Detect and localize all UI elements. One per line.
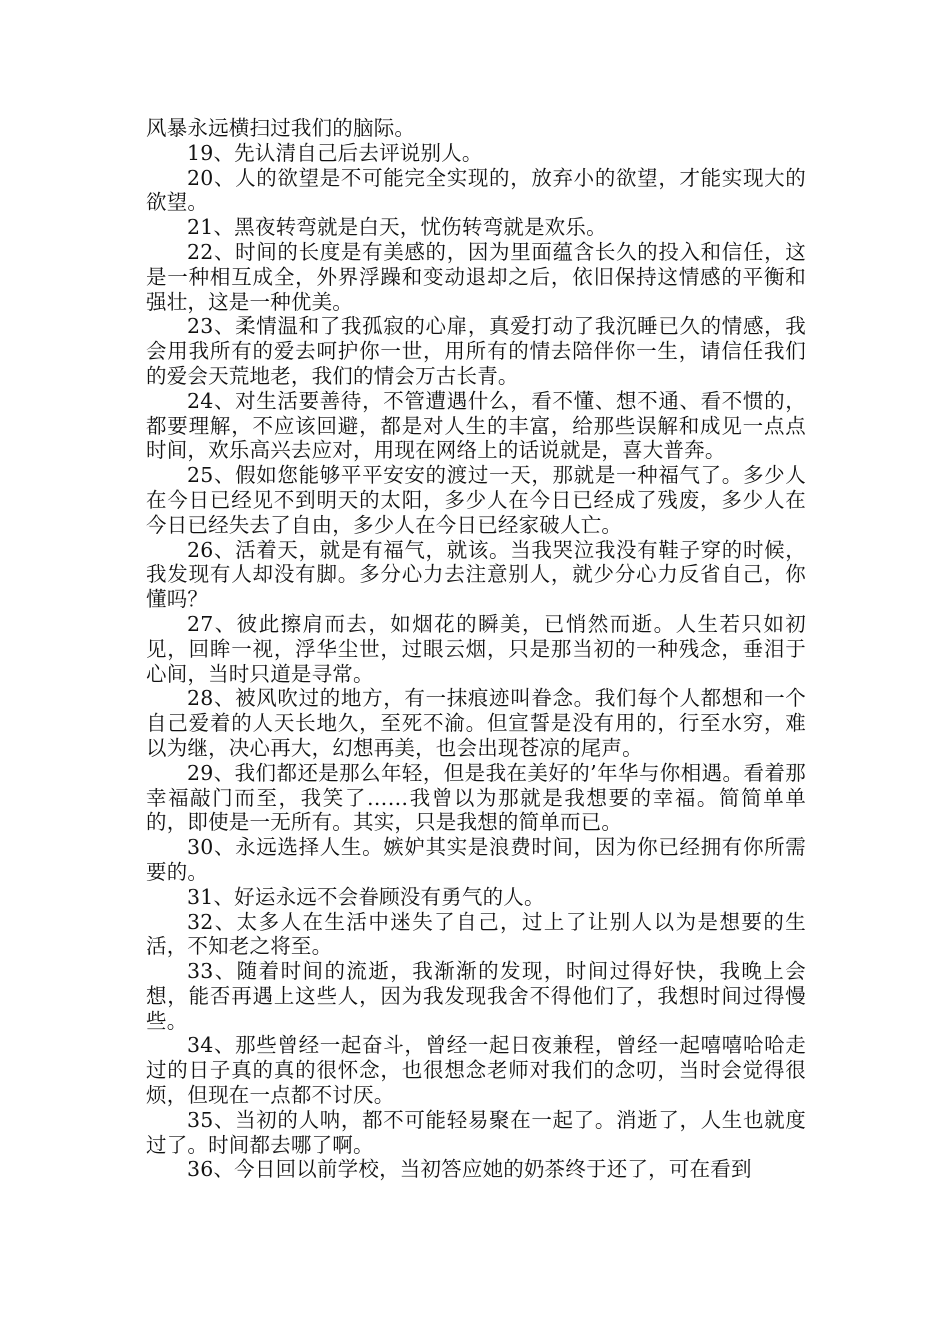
paragraph-item-29: 29、我们都还是那么年轻，但是我在美好的’年华与你相遇。看着那幸福敲门而至，我笑了……我曾以为那就是我想要的幸福。简简单单的，即使是一无所有。其实，只是我想的简单而已。: [146, 760, 806, 835]
paragraph-item-30: 30、永远选择人生。嫉妒其实是浪费时间，因为你已经拥有你所需要的。: [146, 835, 806, 884]
paragraph-item-21: 21、黑夜转弯就是白天，忧伤转弯就是欢乐。: [187, 215, 607, 240]
paragraph: 风暴永远横扫过我们的脑际。: [146, 116, 416, 140]
paragraph-item-31: 31、好运永远不会眷顾没有勇气的人。: [187, 884, 545, 909]
paragraph-item-19: 19、先认清自己后去评说别人。: [187, 140, 483, 165]
paragraph-item-36: 36、今日回以前学校，当初答应她的奶茶终于还了，可在看到: [187, 1157, 752, 1182]
paragraph-item-33: 33、随着时间的流逝，我渐渐的发现，时间过得好快，我晚上会想，能否再遇上这些人，因为我发现我舍不得他们了，我想时间过得慢些。: [146, 959, 806, 1033]
paragraph-item-28: 28、被风吹过的地方，有一抹痕迹叫眷念。我们每个人都想和一个自己爱着的人天长地久，至死不渝。但宣誓是没有用的，行至水穷，难以为继，决心再大，幻想再美，也会出现苍凉的尾声。: [146, 686, 806, 760]
paragraph-item-24: 24、对生活要善待，不管遭遇什么，看不懂、想不通、看不惯的，都要理解，不应该回避，都是对人生的丰富，给那些误解和成见一点点时间，欢乐高兴去应对，用现在网络上的话说就是，喜大普奔。: [146, 388, 806, 463]
document-body: [146, 116, 806, 1182]
paragraph-item-32: 32、太多人在生活中迷失了自己，过上了让别人以为是想要的生活，不知老之将至。: [146, 909, 806, 959]
paragraph-item-34: 34、那些曾经一起奋斗，曾经一起日夜兼程，曾经一起嘻嘻哈哈走过的日子真的真的很怀念，也很想念老师对我们的念叨，当时会觉得很烦，但现在一点都不讨厌。: [146, 1033, 806, 1108]
paragraph-item-23: 23、柔情温和了我孤寂的心扉，真爱打动了我沉睡已久的情感，我会用我所有的爱去呵护你一世，用所有的情去陪伴你一生，请信任我们的爱会天荒地老，我们的情会万古长青。: [146, 314, 806, 388]
paragraph-item-20: 20、人的欲望是不可能完全实现的，放弃小的欲望，才能实现大的欲望。: [146, 165, 806, 215]
paragraph-item-26: 26、活着天，就是有福气，就该。当我哭泣我没有鞋子穿的时候，我发现有人却没有脚。多分心力去注意别人，就少分心力反省自己，你懂吗？: [146, 537, 806, 612]
paragraph-item-27: 27、彼此擦肩而去，如烟花的瞬美，已悄然而逝。人生若只如初见，回眸一视，浮华尘世，过眼云烟，只是那当初的一种残念，垂泪于心间，当时只道是寻常。: [146, 611, 806, 686]
paragraph-item-35: 35、当初的人呐，都不可能轻易聚在一起了。消逝了，人生也就度过了。时间都去哪了啊。: [146, 1107, 806, 1157]
paragraph-item-22: 22、时间的长度是有美感的，因为里面蕴含长久的投入和信任，这是一种相互成全，外界浮躁和变动退却之后，依旧保持这情感的平衡和强壮，这是一种优美。: [146, 239, 806, 314]
paragraph-item-25: 25、假如您能够平平安安的渡过一天，那就是一种福气了。多少人在今日已经见不到明天的太阳，多少人在今日已经成了残废，多少人在今日已经失去了自由，多少人在今日已经家破人亡。: [146, 463, 806, 537]
